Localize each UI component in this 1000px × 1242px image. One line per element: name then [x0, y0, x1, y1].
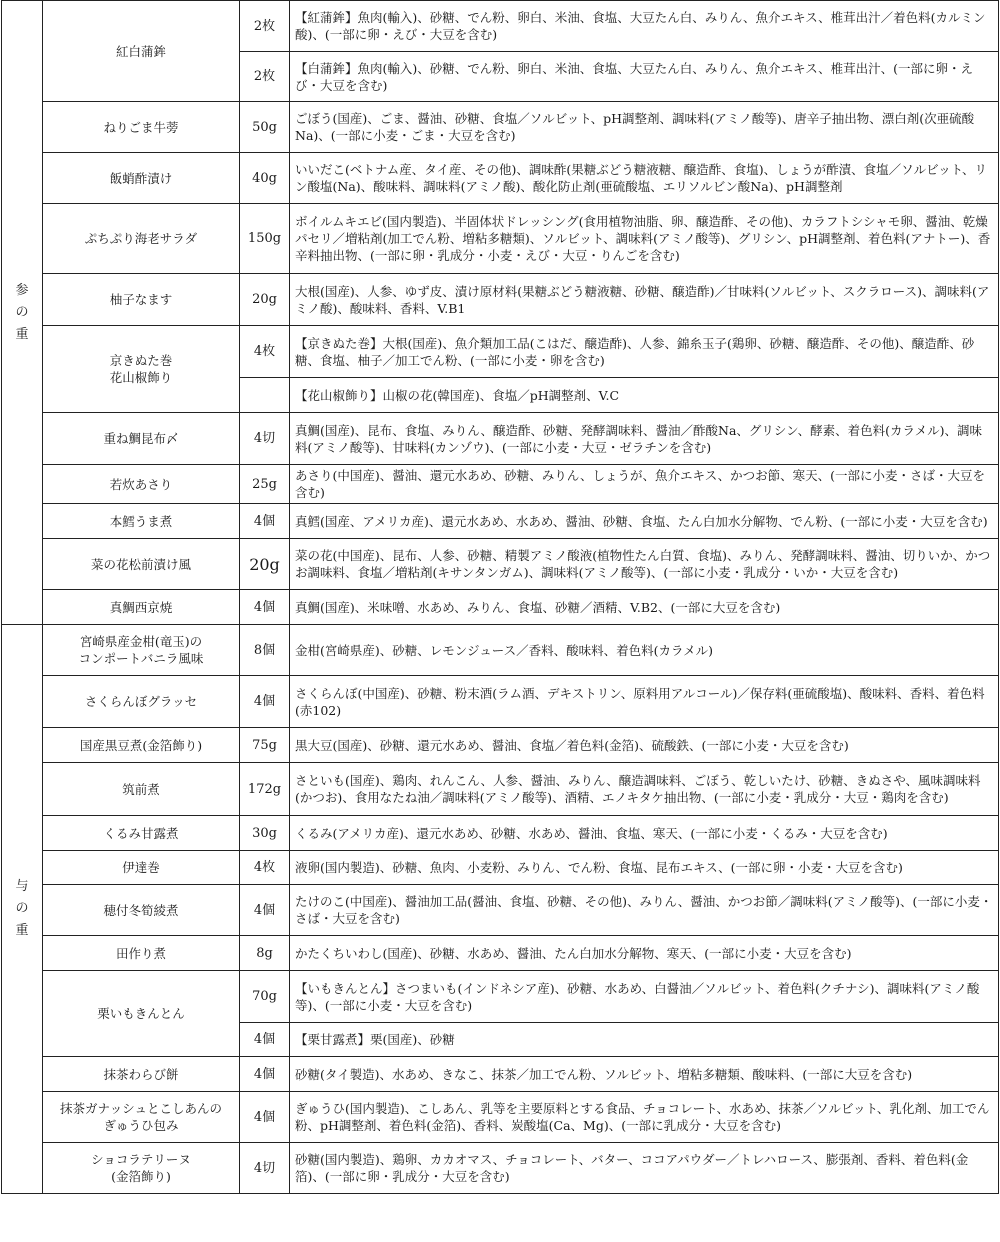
dish-name: 抹茶わらび餅 [43, 1057, 240, 1092]
table-row [2, 539, 999, 590]
ingredients-text: 【栗甘露煮】栗(国産)、砂糖 [290, 1023, 999, 1057]
table-row [2, 851, 999, 885]
quantity: 150g [240, 204, 290, 274]
table-row [2, 1143, 999, 1194]
section-label: 参の重 [2, 1, 43, 625]
ingredients-text: くるみ(アメリカ産)、還元水あめ、砂糖、水あめ、醤油、食塩、寒天、(一部に小麦・くるみ・大豆を含む) [290, 816, 999, 851]
dish-name: くるみ甘露煮 [43, 816, 240, 851]
table-row [2, 763, 999, 816]
table-row [2, 413, 999, 465]
dish-name: さくらんぼグラッセ [43, 676, 240, 728]
ingredients-text: かたくちいわし(国産)、砂糖、水あめ、醤油、たん白加水分解物、寒天、(一部に小麦・大豆を含む) [290, 936, 999, 971]
quantity: 4個 [240, 1092, 290, 1143]
dish-name: 京きぬた巻 花山椒飾り [43, 326, 240, 413]
quantity: 4個 [240, 676, 290, 728]
ingredients-text: さくらんぼ(中国産)、砂糖、粉末酒(ラム酒、デキストリン、原料用アルコール)／保存料(亜硫酸塩)、酸味料、香料、着色料(赤102) [290, 676, 999, 728]
table-row [2, 204, 999, 274]
ingredients-text: 【京きぬた巻】大根(国産)、魚介類加工品(こはだ、醸造酢)、人参、錦糸玉子(鶏卵、砂糖、醸造酢、その他)、醸造酢、砂糖、食塩、柚子／加工でん粉、(一部に小麦・卵を含む) [290, 326, 999, 378]
table-row [2, 936, 999, 971]
table-row [2, 676, 999, 728]
dish-name: 柚子なます [43, 274, 240, 326]
ingredients-text: 真鯛(国産)、米味噌、水あめ、みりん、食塩、砂糖／酒精、V.B2、(一部に大豆を含む) [290, 590, 999, 625]
ingredients-text: 菜の花(中国産)、昆布、人参、砂糖、精製アミノ酸液(植物性たん白質、食塩)、みりん、発酵調味料、醤油、切りいか、かつお調味料、食塩／増粘剤(キサンタンガム)、調味料(アミノ酸等)、(一部に小麦・乳成分・いか・大豆を含む) [290, 539, 999, 590]
table-row [2, 885, 999, 936]
ingredients-text: たけのこ(中国産)、醤油加工品(醤油、食塩、砂糖、その他)、みりん、醤油、かつお節／調味料(アミノ酸等)、(一部に小麦・さば・大豆を含む) [290, 885, 999, 936]
ingredients-text: あさり(中国産)、醤油、還元水あめ、砂糖、みりん、しょうが、魚介エキス、かつお節、寒天、(一部に小麦・さば・大豆を含む) [290, 465, 999, 504]
ingredients-text: さといも(国産)、鶏肉、れんこん、人参、醤油、みりん、醸造調味料、ごぼう、乾しいたけ、砂糖、きぬさや、風味調味料(かつお)、食用なたね油／調味料(アミノ酸等)、酒精、エノキタケ抽出物、(一部に小麦・乳成分・大豆・鶏肉を含む) [290, 763, 999, 816]
dish-name: 抹茶ガナッシュとこしあんの ぎゅうひ包み [43, 1092, 240, 1143]
dish-name: 筑前煮 [43, 763, 240, 816]
ingredients-text: 真鱈(国産、アメリカ産)、還元水あめ、水あめ、醤油、砂糖、食塩、たん白加水分解物、でん粉、(一部に小麦・大豆を含む) [290, 504, 999, 539]
dish-name: 本鱈うま煮 [43, 504, 240, 539]
quantity: 4枚 [240, 851, 290, 885]
table-row [2, 465, 999, 504]
ingredients-text: 【紅蒲鉾】魚肉(輸入)、砂糖、でん粉、卵白、米油、食塩、大豆たん白、みりん、魚介エキス、椎茸出汁／着色料(カルミン酸)、(一部に卵・えび・大豆を含む) [290, 1, 999, 52]
table-row [2, 326, 999, 378]
quantity: 40g [240, 153, 290, 204]
table-row [2, 1, 999, 52]
quantity: 4切 [240, 1143, 290, 1194]
table-row [2, 971, 999, 1023]
ingredients-text: 黒大豆(国産)、砂糖、還元水あめ、醤油、食塩／着色料(金箔)、硫酸鉄、(一部に小麦・大豆を含む) [290, 728, 999, 763]
table-row [2, 590, 999, 625]
table-row [2, 504, 999, 539]
quantity: 4枚 [240, 326, 290, 378]
ingredients-text: ごぼう(国産)、ごま、醤油、砂糖、食塩／ソルビット、pH調整剤、調味料(アミノ酸等)、唐辛子抽出物、漂白剤(次亜硫酸Na)、(一部に小麦・ごま・大豆を含む) [290, 102, 999, 153]
table-row [2, 1092, 999, 1143]
dish-name: ねりごま牛蒡 [43, 102, 240, 153]
dish-name: 紅白蒲鉾 [43, 1, 240, 102]
dish-name: 伊達巻 [43, 851, 240, 885]
quantity: 75g [240, 728, 290, 763]
quantity: 4個 [240, 590, 290, 625]
table-row [2, 1057, 999, 1092]
table-row [2, 102, 999, 153]
dish-name: 若炊あさり [43, 465, 240, 504]
quantity: 4個 [240, 504, 290, 539]
section-label: 与の重 [2, 625, 43, 1194]
ingredients-text: 砂糖(タイ製造)、水あめ、きなこ、抹茶／加工でん粉、ソルビット、増粘多糖類、酸味料、(一部に大豆を含む) [290, 1057, 999, 1092]
quantity: 4個 [240, 1023, 290, 1057]
dish-name: 宮崎県産金柑(竜玉)の コンポートバニラ風味 [43, 625, 240, 676]
quantity: 30g [240, 816, 290, 851]
dish-name: 穂付冬筍綾煮 [43, 885, 240, 936]
quantity: 2枚 [240, 1, 290, 52]
ingredients-text: 【白蒲鉾】魚肉(輸入)、砂糖、でん粉、卵白、米油、食塩、大豆たん白、みりん、魚介エキス、椎茸出汁、(一部に卵・えび・大豆を含む) [290, 52, 999, 102]
quantity: 2枚 [240, 52, 290, 102]
table-row [2, 728, 999, 763]
ingredients-text: ボイルムキエビ(国内製造)、半固体状ドレッシング(食用植物油脂、卵、醸造酢、その他)、カラフトシシャモ卵、醤油、乾燥パセリ／増粘剤(加工でん粉、増粘多糖類)、ソルビット、調味料(アミノ酸等)、グリシン、pH調整剤、着色料(アナトー)、香辛料抽出物、(一部に卵・乳成分・小麦・えび・大豆・りんごを含む) [290, 204, 999, 274]
quantity: 70g [240, 971, 290, 1023]
quantity: 172g [240, 763, 290, 816]
ingredients-text: 砂糖(国内製造)、鶏卵、カカオマス、チョコレート、バター、ココアパウダー／トレハロース、膨張剤、香料、着色料(金箔)、(一部に卵・乳成分・大豆を含む) [290, 1143, 999, 1194]
quantity [240, 378, 290, 413]
ingredients-text: 大根(国産)、人参、ゆず皮、漬け原材料(果糖ぶどう糖液糖、砂糖、醸造酢)／甘味料(ソルビット、スクラロース)、調味料(アミノ酸)、酸味料、香料、V.B1 [290, 274, 999, 326]
dish-name: 真鯛西京焼 [43, 590, 240, 625]
quantity: 20g [240, 539, 290, 590]
table-row [2, 816, 999, 851]
dish-name: 国産黒豆煮(金箔飾り) [43, 728, 240, 763]
quantity: 4個 [240, 1057, 290, 1092]
quantity: 25g [240, 465, 290, 504]
table-row [2, 625, 999, 676]
dish-name: 飯蛸酢漬け [43, 153, 240, 204]
ingredients-text: ぎゅうひ(国内製造)、こしあん、乳等を主要原料とする食品、チョコレート、水あめ、抹茶／ソルビット、乳化剤、加工でん粉、pH調整剤、着色料(金箔)、香料、炭酸塩(Ca、Mg)、(一部に乳成分・大豆を含む) [290, 1092, 999, 1143]
quantity: 4個 [240, 885, 290, 936]
table-row [2, 274, 999, 326]
dish-name: ショコラテリーヌ (金箔飾り) [43, 1143, 240, 1194]
dish-name: 田作り煮 [43, 936, 240, 971]
quantity: 50g [240, 102, 290, 153]
ingredients-table [1, 0, 999, 1194]
quantity: 20g [240, 274, 290, 326]
ingredients-text: いいだこ(ベトナム産、タイ産、その他)、調味酢(果糖ぶどう糖液糖、醸造酢、食塩)、しょうが酢漬、食塩／ソルビット、リン酸塩(Na)、酸味料、調味料(アミノ酸)、酸化防止剤(亜硫酸塩、エリソルビン酸Na)、pH調整剤 [290, 153, 999, 204]
dish-name: ぷちぷり海老サラダ [43, 204, 240, 274]
dish-name: 重ね鯛昆布〆 [43, 413, 240, 465]
dish-name: 栗いもきんとん [43, 971, 240, 1057]
ingredients-text: 液卵(国内製造)、砂糖、魚肉、小麦粉、みりん、でん粉、食塩、昆布エキス、(一部に卵・小麦・大豆を含む) [290, 851, 999, 885]
quantity: 4切 [240, 413, 290, 465]
dish-name: 菜の花松前漬け風 [43, 539, 240, 590]
ingredients-text: 【いもきんとん】さつまいも(インドネシア産)、砂糖、水あめ、白醤油／ソルビット、着色料(クチナシ)、調味料(アミノ酸等)、(一部に小麦・大豆を含む) [290, 971, 999, 1023]
ingredients-text: 【花山椒飾り】山椒の花(韓国産)、食塩／pH調整剤、V.C [290, 378, 999, 413]
quantity: 8g [240, 936, 290, 971]
ingredients-text: 金柑(宮崎県産)、砂糖、レモンジュース／香料、酸味料、着色料(カラメル) [290, 625, 999, 676]
ingredients-text: 真鯛(国産)、昆布、食塩、みりん、醸造酢、砂糖、発酵調味料、醤油／酢酸Na、グリシン、酵素、着色料(カラメル)、調味料(アミノ酸等)、甘味料(カンゾウ)、(一部に小麦・大豆・ゼラチンを含む) [290, 413, 999, 465]
quantity: 8個 [240, 625, 290, 676]
table-row [2, 153, 999, 204]
